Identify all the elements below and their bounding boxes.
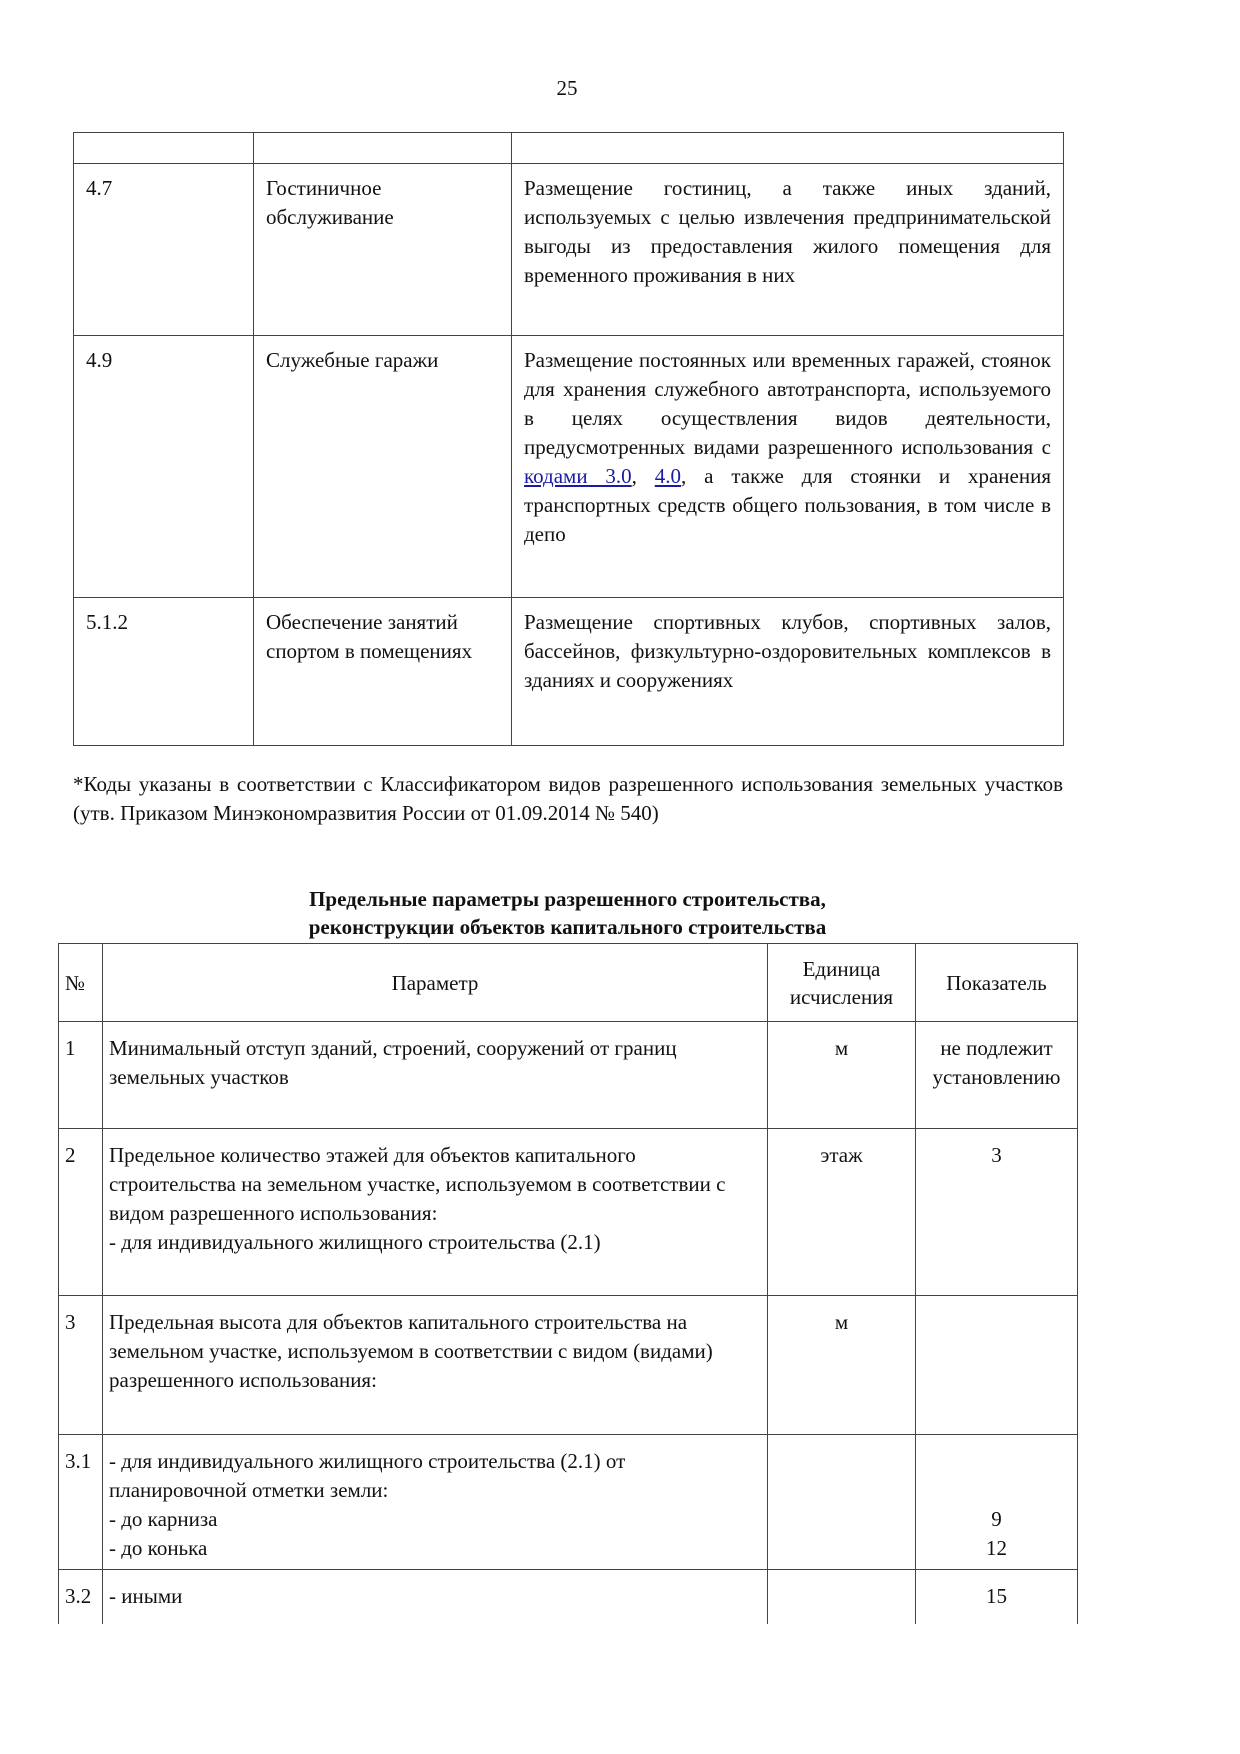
name-cell: Гостиничное обслуживание — [254, 164, 512, 336]
table-header-row — [59, 944, 1078, 1022]
table-row — [74, 598, 1064, 746]
empty-cell — [512, 133, 1064, 164]
footnote: *Коды указаны в соответствии с Классификатором видов разрешенного использования земельных участков (утв. Приказом Минэкономразвития России от 01.09.2014 № 540) — [73, 772, 1063, 825]
param-text: - до конька — [109, 1536, 208, 1560]
description-text: Размещение постоянных или временных гаражей, стоянок для хранения служебного автотранспорта, используемого в целях осуществления видов деятельности, предусмотренных видами разрешенного использования с — [524, 348, 1051, 459]
code-cell: 4.7 — [74, 164, 254, 336]
table-row — [74, 164, 1064, 336]
param-cell: Предельная высота для объектов капитального строительства на земельном участке, используемом в соответствии с видом (видами) разрешенного использования: — [103, 1296, 768, 1435]
unit-cell — [768, 1570, 916, 1625]
table-row — [59, 1570, 1078, 1625]
value-cell — [916, 1435, 1078, 1570]
value-cell: 15 — [916, 1570, 1078, 1625]
table-row — [59, 1435, 1078, 1570]
header-unit-line: исчисления — [789, 984, 894, 1009]
codes-3-0-link[interactable]: кодами 3.0 — [524, 464, 632, 488]
section-title-line: Предельные параметры разрешенного строительства, — [309, 887, 826, 911]
separator-text: , — [631, 464, 655, 488]
value-text: 9 — [991, 1507, 1002, 1531]
name-cell: Служебные гаражи — [254, 336, 512, 598]
value-cell: 3 — [916, 1129, 1078, 1296]
page-number: 25 — [556, 76, 578, 100]
unit-cell — [768, 1435, 916, 1570]
param-cell — [103, 1435, 768, 1570]
header-num: № — [59, 944, 103, 1022]
description-cell — [512, 336, 1064, 598]
table-row — [74, 336, 1064, 598]
value-text: 12 — [986, 1536, 1007, 1560]
param-cell: - иными — [103, 1570, 768, 1625]
num-cell: 3 — [59, 1296, 103, 1435]
param-text: - до карниза — [109, 1507, 218, 1531]
param-text: - для индивидуального жилищного строительства (2.1) от планировочной отметки земли: — [109, 1449, 626, 1502]
land-use-table — [73, 132, 1064, 746]
unit-cell: этаж — [768, 1129, 916, 1296]
section-title — [58, 885, 1077, 941]
description-cell: Размещение спортивных клубов, спортивных залов, бассейнов, физкультурно-оздоровительных комплексов в зданиях и сооружениях — [512, 598, 1064, 746]
param-text: - для индивидуального жилищного строительства (2.1) — [109, 1230, 601, 1254]
value-cell — [916, 1296, 1078, 1435]
unit-cell: м — [768, 1022, 916, 1129]
num-cell: 1 — [59, 1022, 103, 1129]
num-cell: 2 — [59, 1129, 103, 1296]
param-text: Предельное количество этажей для объектов капитального строительства на земельном участке, используемом в соответствии с видом разрешенного использования: — [109, 1143, 726, 1225]
section-title-line: реконструкции объектов капитального строительства — [308, 915, 827, 939]
param-cell: Минимальный отступ зданий, строений, сооружений от границ земельных участков — [103, 1022, 768, 1129]
header-value: Показатель — [916, 944, 1078, 1022]
name-cell: Обеспечение занятий спортом в помещениях — [254, 598, 512, 746]
parameters-table — [58, 943, 1078, 1624]
empty-cell — [254, 133, 512, 164]
table-row — [59, 1296, 1078, 1435]
description-cell: Размещение гостиниц, а также иных зданий, используемых с целью извлечения предпринимательской выгоды из предоставления жилого помещения для временного проживания в них — [512, 164, 1064, 336]
code-cell: 5.1.2 — [74, 598, 254, 746]
num-cell: 3.1 — [59, 1435, 103, 1570]
num-cell: 3.2 — [59, 1570, 103, 1625]
unit-cell: м — [768, 1296, 916, 1435]
header-unit-line: Единица — [802, 956, 881, 981]
description-text: , а также для стоянки и хранения транспортных средств общего пользования, в том числе в депо — [524, 464, 1051, 546]
value-cell: не подлежит установлению — [916, 1022, 1078, 1129]
header-unit — [768, 944, 916, 1022]
param-cell — [103, 1129, 768, 1296]
table-header-row — [74, 133, 1064, 164]
table-row — [59, 1129, 1078, 1296]
empty-cell — [74, 133, 254, 164]
header-param: Параметр — [103, 944, 768, 1022]
code-4-0-link[interactable]: 4.0 — [654, 464, 682, 488]
table-row — [59, 1022, 1078, 1129]
code-cell: 4.9 — [74, 336, 254, 598]
